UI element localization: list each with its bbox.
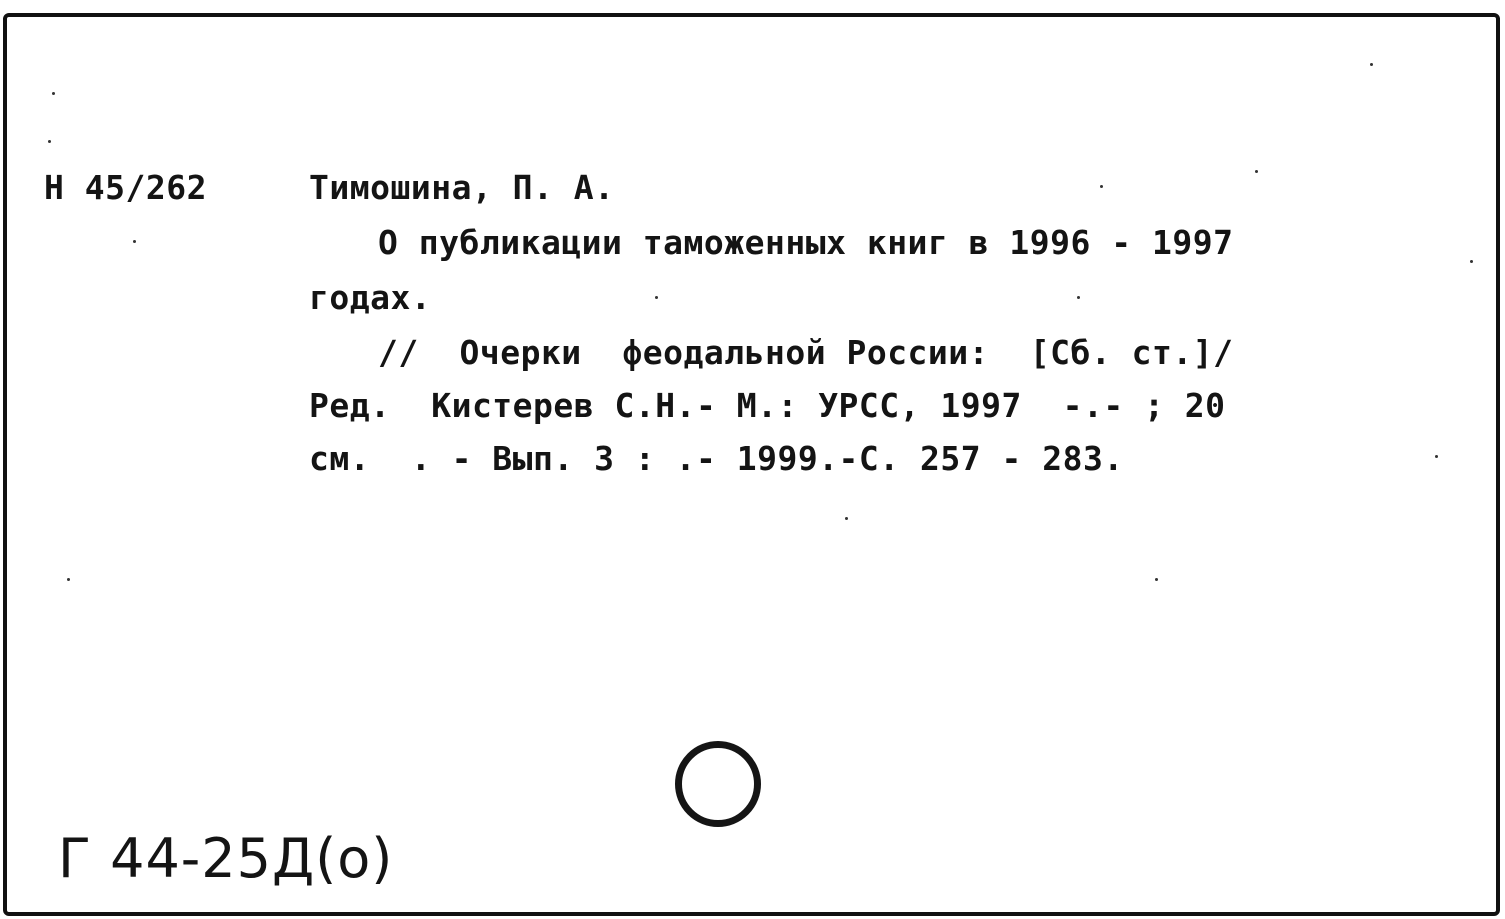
scan-speck [1255,170,1258,173]
source-line-3: см. . - Вып. 3 : .- 1999.-С. 257 - 283. [309,439,1124,478]
source-line-2: Ред. Кистерев С.Н.- М.: УРСС, 1997 -.- ; 20 [309,386,1226,425]
scan-speck [1470,260,1473,263]
scan-speck [52,92,55,95]
author: Тимошина, П. А. [309,168,615,207]
source-line-1: // Очерки феодальной России: [Сб. ст.]/ [378,333,1234,372]
scan-speck [1100,185,1103,188]
title-line-1: О публикации таможенных книг в 1996 - 1997 [378,223,1234,262]
scan-speck [1155,578,1158,581]
scan-speck [1435,455,1438,458]
shelf-mark: Н 45/262 [44,168,207,207]
scan-speck [845,517,848,520]
scan-speck [655,296,658,299]
scan-speck [67,578,70,581]
title-line-2: годах. [309,278,432,317]
scan-speck [48,140,51,143]
handwritten-code: Г 44-25Д(о) [58,827,394,890]
scan-speck [133,240,136,243]
scan-speck [1077,296,1080,299]
punch-hole [675,741,761,827]
scan-speck [1370,63,1373,66]
